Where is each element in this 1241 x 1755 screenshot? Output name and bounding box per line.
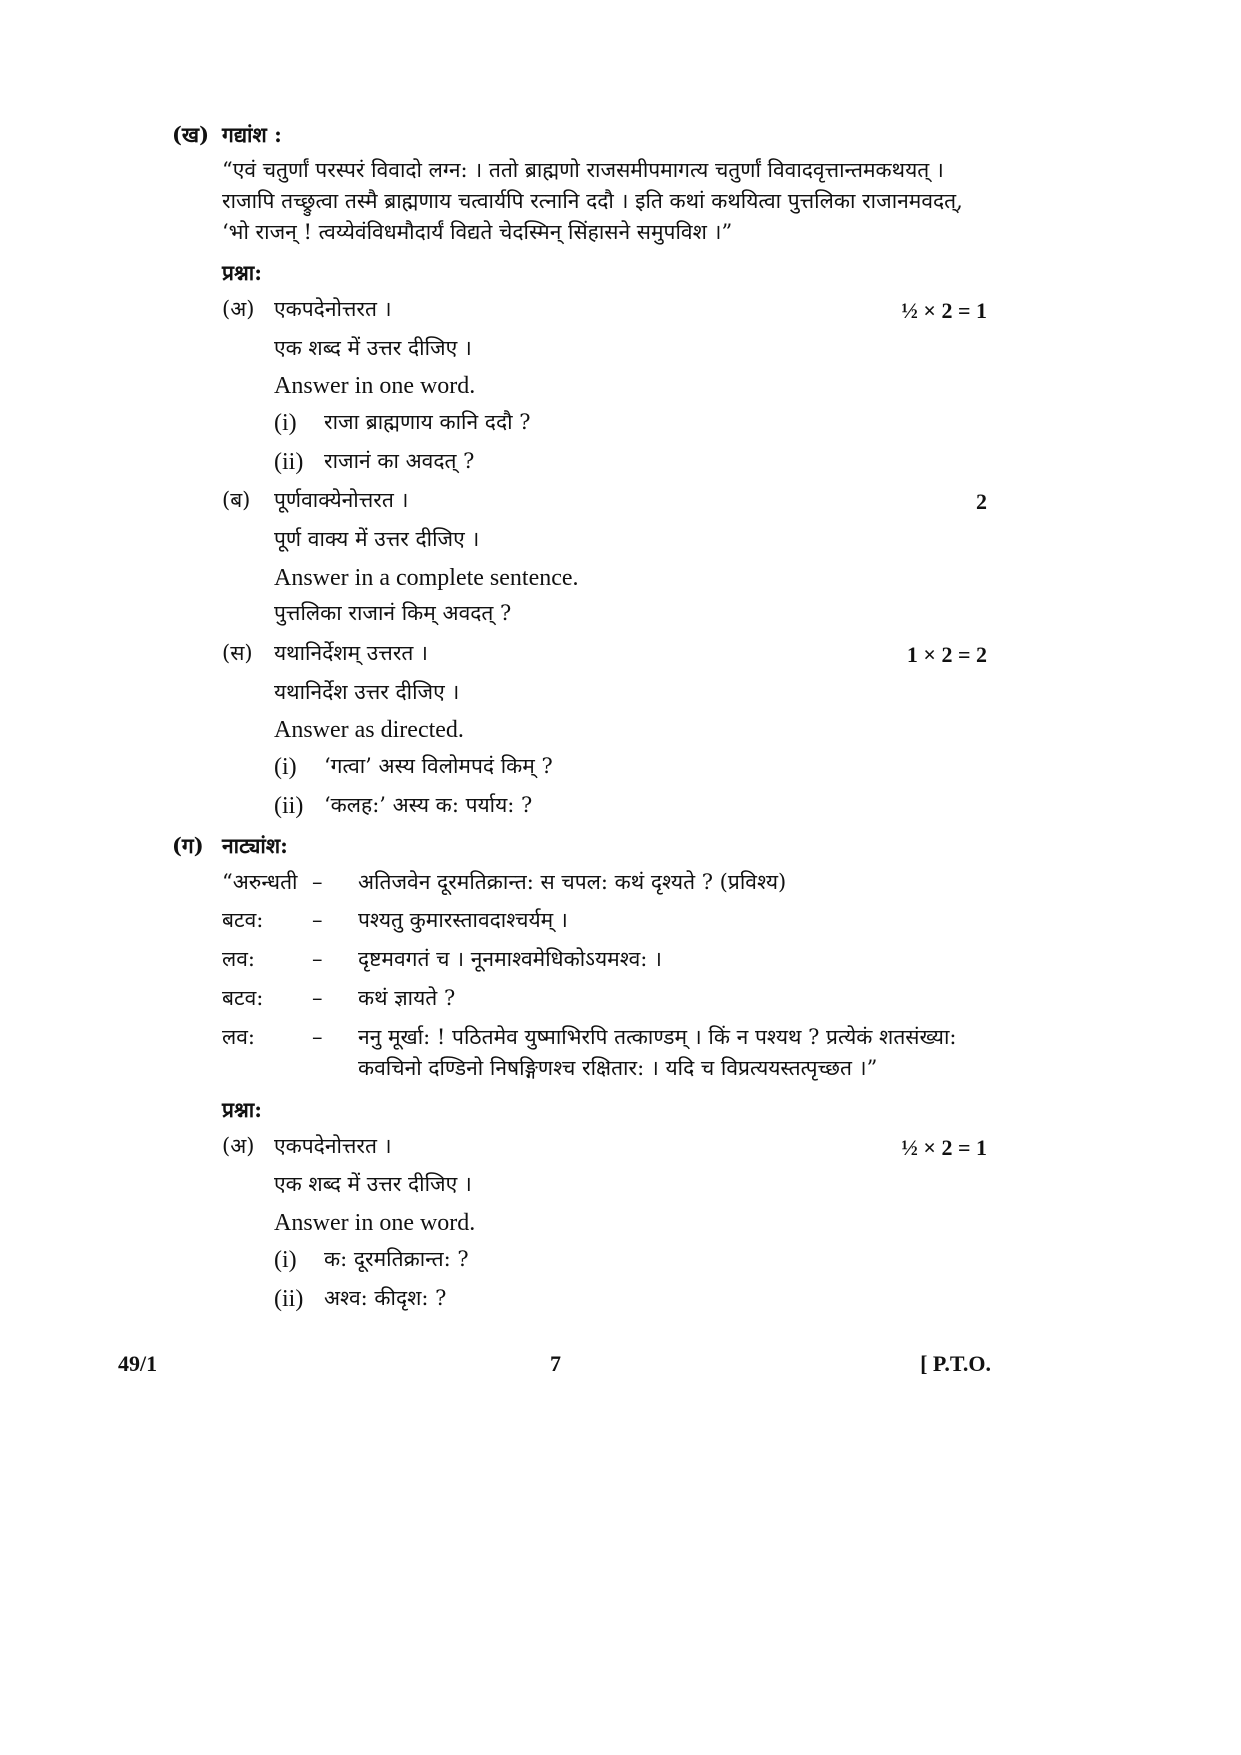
- english-instruction: Answer as directed.: [274, 717, 464, 743]
- item-number: (ii): [274, 449, 304, 475]
- marks: 2: [976, 489, 987, 514]
- dialogue-line: अतिजवेन दूरमतिक्रान्त: स चपल: कथं दृश्यते ? (प्रविश्य): [358, 870, 787, 894]
- marks: 1 × 2 = 2: [906, 642, 987, 667]
- question-label: (अ): [222, 297, 255, 321]
- item-text: अश्व: कीदृश: ?: [324, 1286, 447, 1310]
- passage-line: ‘भो राजन् ! त्वय्येवंविधमौदार्यं विद्यते चेदस्मिन् सिंहासने समुपविश ।”: [222, 220, 733, 244]
- dialogue-speaker: लव:: [222, 947, 255, 971]
- hindi-instruction: एक शब्द में उत्तर दीजिए ।: [274, 336, 472, 360]
- item-number: (i): [274, 1247, 297, 1273]
- section-ga-label: (ग): [172, 833, 204, 858]
- dialogue-line: पश्यतु कुमारस्तावदाश्चर्यम् ।: [358, 908, 568, 932]
- question-title: एकपदेनोत्तरत ।: [274, 297, 392, 321]
- marks: ½ × 2 = 1: [901, 298, 987, 323]
- dialogue-dash: –: [312, 986, 323, 1010]
- page-number: 7: [550, 1351, 561, 1376]
- dialogue-dash: –: [312, 908, 323, 932]
- pto-marker: [ P.T.O.: [920, 1351, 991, 1376]
- marks: ½ × 2 = 1: [901, 1135, 987, 1160]
- item-text: राजा ब्राह्मणाय कानि ददौ ?: [324, 410, 531, 434]
- dialogue-speaker: बटव:: [222, 908, 264, 932]
- dialogue-speaker: “अरुन्धती: [222, 870, 298, 894]
- section-kha-title: गद्यांश :: [222, 122, 282, 147]
- item-number: (ii): [274, 793, 304, 819]
- hindi-instruction: एक शब्द में उत्तर दीजिए ।: [274, 1172, 472, 1196]
- question-label: (अ): [222, 1134, 255, 1158]
- dialogue-line: दृष्टमवगतं च । नूनमाश्वमेधिकोऽयमश्व: ।: [358, 947, 663, 971]
- item-text: ‘गत्वा’ अस्य विलोमपदं किम् ?: [324, 754, 553, 778]
- question-label: (स): [222, 641, 253, 665]
- question-title: पूर्णवाक्येनोत्तरत ।: [274, 488, 409, 512]
- dialogue-line: कवचिनो दण्डिनो निषङ्गिणश्च रक्षितार: । यदि च विप्रत्ययस्तत्पृच्छत ।”: [358, 1056, 878, 1080]
- passage-line: राजापि तच्छ्रुत्वा तस्मै ब्राह्मणाय चत्वार्यपि रत्नानि ददौ । इति कथां कथयित्वा पुत्तलिका राजानमवदत्,: [222, 189, 963, 213]
- english-instruction: Answer in one word.: [274, 1210, 476, 1236]
- item-number: (ii): [274, 1286, 304, 1312]
- dialogue-dash: –: [312, 1025, 323, 1049]
- dialogue-dash: –: [312, 947, 323, 971]
- prashna-heading: प्रश्ना:: [222, 260, 262, 285]
- passage-line: “एवं चतुर्णां परस्परं विवादो लग्न: । ततो ब्राह्मणो राजसमीपमागत्य चतुर्णां विवादवृत्तान्तमकथयत् ।: [222, 158, 944, 182]
- item-text: ‘कलह:’ अस्य क: पर्याय: ?: [324, 793, 533, 817]
- section-ga-title: नाट्यांश:: [222, 833, 288, 858]
- section-kha-label: (ख): [172, 122, 210, 147]
- dialogue-speaker: बटव:: [222, 986, 264, 1010]
- dialogue-line: ननु मूर्खा: ! पठितमेव युष्माभिरपि तत्काण्डम् । किं न पश्यथ ? प्रत्येकं शतसंख्या:: [358, 1025, 957, 1049]
- dialogue-dash: –: [312, 870, 323, 894]
- english-instruction: Answer in a complete sentence.: [274, 565, 579, 591]
- question-text: पुत्तलिका राजानं किम् अवदत् ?: [274, 601, 512, 625]
- item-text: क: दूरमतिक्रान्त: ?: [324, 1247, 469, 1271]
- prashna-heading: प्रश्ना:: [222, 1097, 262, 1122]
- paper-code: 49/1: [118, 1351, 158, 1376]
- dialogue-speaker: लव:: [222, 1025, 255, 1049]
- question-title: एकपदेनोत्तरत ।: [274, 1134, 392, 1158]
- item-number: (i): [274, 754, 297, 780]
- english-instruction: Answer in one word.: [274, 373, 476, 399]
- hindi-instruction: यथानिर्देश उत्तर दीजिए ।: [274, 680, 460, 704]
- hindi-instruction: पूर्ण वाक्य में उत्तर दीजिए ।: [274, 527, 480, 551]
- item-text: राजानं का अवदत् ?: [324, 449, 475, 473]
- question-title: यथानिर्देशम् उत्तरत ।: [274, 641, 429, 665]
- item-number: (i): [274, 410, 297, 436]
- dialogue-line: कथं ज्ञायते ?: [358, 986, 456, 1010]
- question-label: (ब): [222, 488, 251, 512]
